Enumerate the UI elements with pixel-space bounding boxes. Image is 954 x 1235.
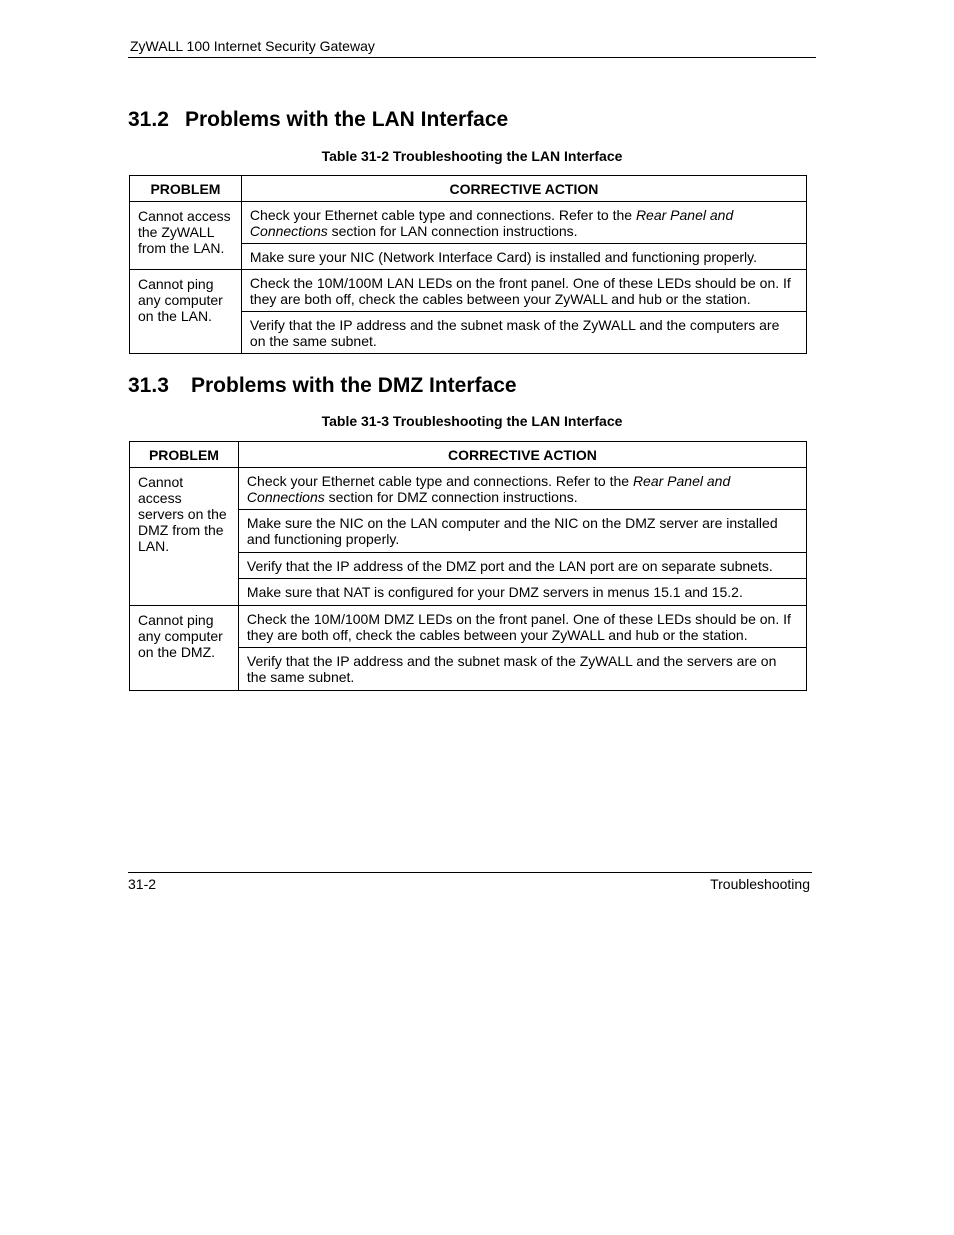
action-cell — [241, 202, 806, 244]
action-reference: Rear Panel and Connections — [249, 207, 734, 239]
section-heading-dmz — [128, 374, 517, 398]
problem-cell: Cannot ping any computer on the LAN. — [130, 270, 242, 354]
column-header-problem: PROBLEM — [130, 442, 239, 468]
table-row — [130, 468, 807, 510]
column-header-action: CORRECTIVE ACTION — [238, 442, 806, 468]
action-cell: Verify that the IP address of the DMZ port and the LAN port are on separate subnets. — [238, 553, 806, 579]
action-cell: Make sure that NAT is configured for your DMZ servers in menus 15.1 and 15.2. — [238, 579, 806, 606]
table-header-row — [130, 442, 807, 468]
dmz-troubleshooting-table — [129, 441, 807, 691]
section-heading-lan — [128, 108, 508, 132]
action-cell: Check the 10M/100M DMZ LEDs on the front panel. One of these LEDs should be on. If they are both off, check the cables between your ZyWALL and hub or the station. — [238, 606, 806, 648]
action-cell: Verify that the IP address and the subnet mask of the ZyWALL and the servers are on the same subnet. — [238, 648, 806, 691]
action-cell: Make sure your NIC (Network Interface Card) is installed and functioning properly. — [241, 244, 806, 270]
table-header-row — [130, 176, 807, 202]
column-header-action: CORRECTIVE ACTION — [241, 176, 806, 202]
action-text: Check your Ethernet cable type and connections. Refer to the — [246, 473, 633, 489]
page-header — [128, 37, 816, 58]
section-title: Problems with the DMZ Interface — [191, 374, 517, 397]
action-text: Check your Ethernet cable type and connections. Refer to the — [249, 207, 636, 223]
problem-cell: Cannot ping any computer on the DMZ. — [130, 606, 239, 691]
header-title: ZyWALL 100 Internet Security Gateway — [130, 38, 375, 54]
action-cell: Make sure the NIC on the LAN computer and the NIC on the DMZ server are installed and functioning properly. — [238, 510, 806, 553]
table-caption-dmz: Table 31-3 Troubleshooting the LAN Interface — [321, 413, 623, 429]
table-caption-lan: Table 31-2 Troubleshooting the LAN Interface — [321, 148, 623, 164]
section-number: 31.3 — [128, 374, 169, 397]
action-cell — [238, 468, 806, 510]
action-reference: Rear Panel and Connections — [246, 473, 731, 505]
action-cell: Verify that the IP address and the subnet mask of the ZyWALL and the computers are on the same subnet. — [241, 312, 806, 354]
problem-cell: Cannot access servers on the DMZ from the LAN. — [130, 468, 239, 606]
problem-cell: Cannot access the ZyWALL from the LAN. — [130, 202, 242, 270]
section-number: 31.2 — [128, 108, 169, 131]
table-row — [130, 606, 807, 648]
lan-troubleshooting-table — [129, 175, 807, 354]
action-text: section for DMZ connection instructions. — [324, 489, 578, 505]
table-row — [130, 270, 807, 312]
column-header-problem: PROBLEM — [130, 176, 242, 202]
section-title: Problems with the LAN Interface — [185, 108, 509, 131]
action-text: section for LAN connection instructions. — [327, 223, 578, 239]
page-number: 31-2 — [128, 876, 157, 892]
action-cell: Check the 10M/100M LAN LEDs on the front panel. One of these LEDs should be on. If they are both off, check the cables between your ZyWALL and hub or the station. — [241, 270, 806, 312]
table-row — [130, 202, 807, 244]
chapter-name: Troubleshooting — [710, 876, 810, 892]
page-footer — [128, 872, 812, 892]
